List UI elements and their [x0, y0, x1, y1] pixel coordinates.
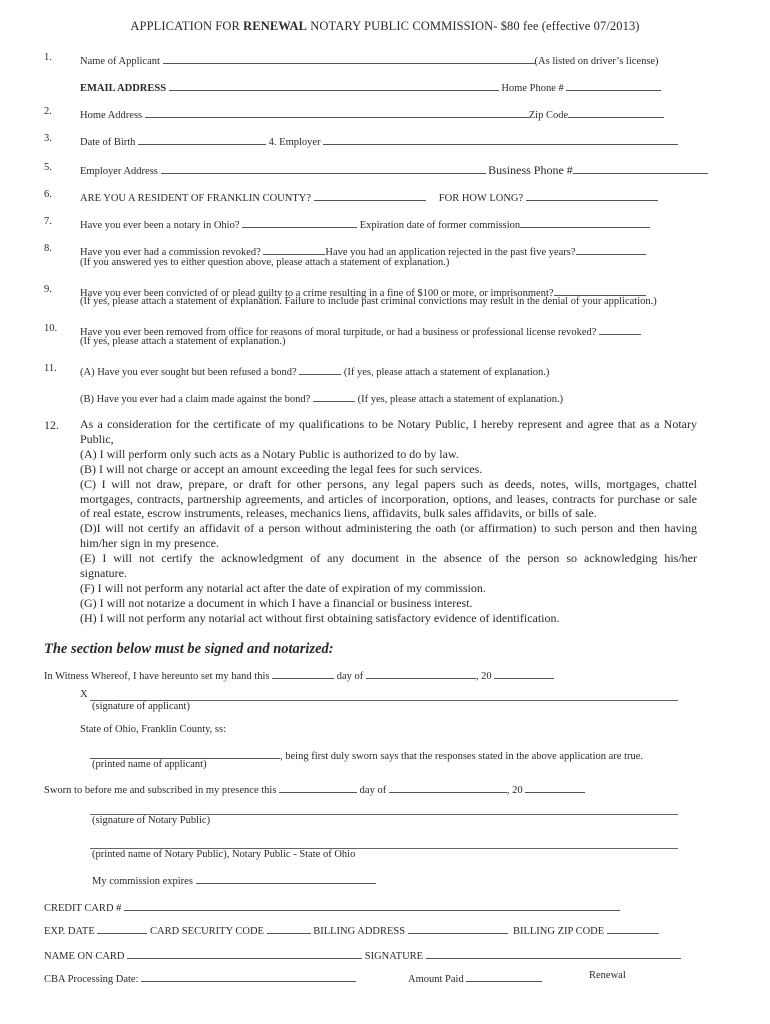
notary-ohio-row — [80, 216, 650, 231]
sworn-day-field[interactable] — [279, 781, 357, 793]
sworn-statement-text: , being first duly sworn says that the responses stated in the above application are true. — [280, 751, 644, 762]
bond-claim-label: (B) Have you ever had a claim made against the bond? — [80, 394, 311, 405]
witness-year-label: , 20 — [475, 671, 492, 682]
home-address-row — [80, 106, 664, 121]
billing-zip-label: BILLING ZIP CODE — [512, 926, 605, 937]
employer-field[interactable] — [323, 133, 678, 145]
exp-date-label: EXP. DATE — [44, 926, 95, 937]
credit-card-field[interactable] — [124, 899, 620, 911]
name-on-card-label: NAME ON CARD — [44, 951, 125, 962]
resident-label: ARE YOU A RESIDENT OF FRANKLIN COUNTY? — [80, 193, 312, 204]
agreement-paragraph — [80, 417, 697, 626]
notarized-section-heading: The section below must be signed and notarized: — [44, 641, 334, 657]
removed-label: Have you ever been removed from office for reasons of moral turpitude, or had a business or professional license revoked? — [80, 327, 597, 338]
sworn-year-field[interactable] — [525, 781, 585, 793]
agreement-b: (B) I will not charge or accept an amount exceeding the legal fees for such services. — [80, 461, 483, 476]
notary-ohio-label: Have you ever been a notary in Ohio? — [80, 220, 240, 231]
amount-paid-label: Amount Paid — [408, 974, 464, 985]
title-suffix: NOTARY PUBLIC COMMISSION- $80 fee (effective 07/2013) — [307, 19, 640, 33]
email-field[interactable] — [169, 79, 499, 91]
item-number-2: 2. — [44, 106, 52, 117]
zip-label: Zip Code — [528, 110, 569, 121]
state-county-line: State of Ohio, Franklin County, ss: — [80, 724, 227, 735]
revoked-field[interactable] — [263, 243, 325, 255]
agreement-e-1: (E) I will not certify the acknowledgment of any document in the absence of the person so acknowledging his/her — [80, 551, 697, 566]
commission-expires-row — [92, 872, 376, 887]
bond-claim-row — [80, 390, 563, 405]
employer-address-label: Employer Address — [80, 166, 158, 177]
how-long-field[interactable] — [526, 189, 658, 201]
witness-year-field[interactable] — [494, 667, 554, 679]
printed-notary-caption: (printed name of Notary Public), Notary Public - State of Ohio — [92, 849, 356, 860]
cba-row — [44, 970, 356, 985]
form-title — [0, 19, 770, 34]
convicted-label: Have you ever been convicted of or plead guilty to a crime resulting in a fine of $100 or more, or imprisonment? — [80, 288, 554, 299]
email-row — [80, 79, 661, 94]
credit-card-row — [44, 899, 620, 914]
witness-row — [44, 667, 554, 682]
bond-claim-field[interactable] — [313, 390, 355, 402]
dob-field[interactable] — [138, 133, 266, 145]
dob-employer-row — [80, 133, 678, 148]
convicted-note: (If yes, please attach a statement of explanation. Failure to include past criminal convictions may result in the denial of your application.) — [80, 296, 657, 307]
x-mark: X — [80, 689, 88, 700]
signature-label: SIGNATURE — [364, 951, 424, 962]
notary-signature-caption: (signature of Notary Public) — [92, 815, 211, 826]
billing-address-field[interactable] — [408, 922, 508, 934]
agreement-e-2: signature. — [80, 566, 127, 581]
agreement-intro-1: As a consideration for the certificate of my qualifications to be Notary Public, I hereby represent and agree that as a Notary — [80, 417, 697, 431]
applicant-name-row — [80, 52, 659, 67]
title-renewal: RENEWAL — [243, 19, 308, 33]
billing-address-label: BILLING ADDRESS — [313, 926, 406, 937]
license-note: (As listed on driver’s license) — [534, 56, 659, 67]
revoked-label: Have you ever had a commission revoked? — [80, 247, 261, 258]
name-on-card-field[interactable] — [127, 947, 362, 959]
witness-label: In Witness Whereof, I have hereunto set my hand this — [44, 671, 270, 682]
revoked-row — [80, 243, 646, 258]
notary-ohio-field[interactable] — [242, 216, 357, 228]
item-number-8: 8. — [44, 243, 52, 254]
item-number-1: 1. — [44, 52, 52, 63]
zip-field[interactable] — [568, 106, 664, 118]
item-number-12: 12. — [44, 418, 59, 432]
bond-refused-label: (A) Have you ever sought but been refused a bond? — [80, 367, 297, 378]
agreement-intro-2: Public, — [80, 431, 114, 446]
sworn-before-label: Sworn to before me and subscribed in my presence this — [44, 785, 277, 796]
resident-field[interactable] — [314, 189, 426, 201]
employer-address-field[interactable] — [161, 162, 486, 174]
dob-label: Date of Birth — [80, 137, 136, 148]
amount-paid-row — [408, 970, 542, 985]
security-code-label: CARD SECURITY CODE — [150, 926, 264, 937]
printed-applicant-caption: (printed name of applicant) — [92, 759, 207, 770]
cba-processing-date-label: CBA Processing Date: — [44, 974, 139, 985]
rejected-label: Have you had an application rejected in the past five years? — [325, 247, 576, 258]
billing-zip-field[interactable] — [607, 922, 659, 934]
item-number-9: 9. — [44, 284, 52, 295]
witness-month-field[interactable] — [366, 667, 476, 679]
commission-expires-label: My commission expires — [92, 876, 193, 887]
agreement-c-3: of real estate, escrow instruments, releases, mechanics liens, affidavits, bulk sales affidavits, or bills of sale. — [80, 506, 597, 521]
credit-card-label: CREDIT CARD # — [44, 903, 122, 914]
removed-field[interactable] — [599, 323, 641, 335]
agreement-d-2: him/her sign in my presence. — [80, 536, 219, 551]
email-label: EMAIL ADDRESS — [80, 83, 167, 94]
title-prefix: APPLICATION FOR — [130, 19, 244, 33]
amount-paid-field[interactable] — [466, 970, 542, 982]
agreement-c-1: (C) I will not draw, prepare, or draft for other persons, any legal papers such as deeds, notes, wills, mortgages, chattel — [80, 476, 697, 491]
witness-day-label: day of — [336, 671, 364, 682]
exp-date-field[interactable] — [97, 922, 147, 934]
convicted-field[interactable] — [554, 284, 646, 296]
resident-row — [80, 189, 658, 204]
home-phone-field[interactable] — [566, 79, 661, 91]
expiration-field[interactable] — [520, 216, 650, 228]
item-number-3: 3. — [44, 133, 52, 144]
bond-claim-note: (If yes, please attach a statement of explanation.) — [357, 394, 564, 405]
applicant-name-label: Name of Applicant — [80, 56, 160, 67]
agreement-g: (G) I will not notarize a document in which I have a financial or business interest. — [80, 595, 473, 610]
agreement-h: (H) I will not perform any notarial act without first obtaining satisfactory evidence of identification. — [80, 610, 560, 625]
witness-day-field[interactable] — [272, 667, 334, 679]
commission-expires-field[interactable] — [196, 872, 376, 884]
home-address-label: Home Address — [80, 110, 143, 121]
applicant-signature-caption: (signature of applicant) — [92, 701, 190, 712]
business-phone-label: Business Phone # — [488, 163, 573, 177]
applicant-name-field[interactable] — [163, 52, 535, 64]
how-long-label: FOR HOW LONG? — [438, 193, 524, 204]
printed-applicant-name-field[interactable] — [90, 747, 280, 759]
sworn-month-field[interactable] — [389, 781, 507, 793]
sworn-before-row — [44, 781, 585, 796]
item-number-7: 7. — [44, 216, 52, 227]
item-number-10: 10. — [44, 323, 58, 334]
card-details-row — [44, 922, 659, 937]
bond-refused-row — [80, 363, 549, 378]
item-number-5: 5. — [44, 162, 52, 173]
home-phone-label: Home Phone # — [501, 83, 564, 94]
rejected-field[interactable] — [576, 243, 646, 255]
card-signature-field[interactable] — [426, 947, 681, 959]
cba-processing-date-field[interactable] — [141, 970, 356, 982]
sworn-day-label: day of — [359, 785, 387, 796]
business-phone-field[interactable] — [573, 162, 708, 174]
name-on-card-row — [44, 947, 681, 962]
item-number-6: 6. — [44, 189, 52, 200]
employer-label: 4. Employer — [268, 137, 321, 148]
removed-note: (If yes, please attach a statement of explanation.) — [80, 336, 286, 347]
item-number-11: 11. — [44, 363, 57, 374]
sworn-year-label: , 20 — [506, 785, 523, 796]
expiration-label: Expiration date of former commission — [359, 220, 521, 231]
agreement-c-2: mortgages, contracts, partnership agreements, and articles of incorporation, options, and leases, contracts for purchase or sale — [80, 491, 697, 506]
bond-refused-note: (If yes, please attach a statement of explanation.) — [343, 367, 550, 378]
revoked-note: (If you answered yes to either question above, please attach a statement of explanation.) — [80, 257, 450, 268]
security-code-field[interactable] — [267, 922, 311, 934]
agreement-d-1: (D)I will not certify an affidavit of a person without administering the oath (or affirmation) to such person and then having — [80, 521, 697, 536]
home-address-field[interactable] — [145, 106, 529, 118]
renewal-label: Renewal — [589, 970, 626, 981]
bond-refused-field[interactable] — [299, 363, 341, 375]
agreement-a: (A) I will perform only such acts as a Notary Public is authorized to do by law. — [80, 446, 459, 461]
employer-address-row — [80, 162, 708, 178]
agreement-f: (F) I will not perform any notarial act after the date of expiration of my commission. — [80, 580, 486, 595]
